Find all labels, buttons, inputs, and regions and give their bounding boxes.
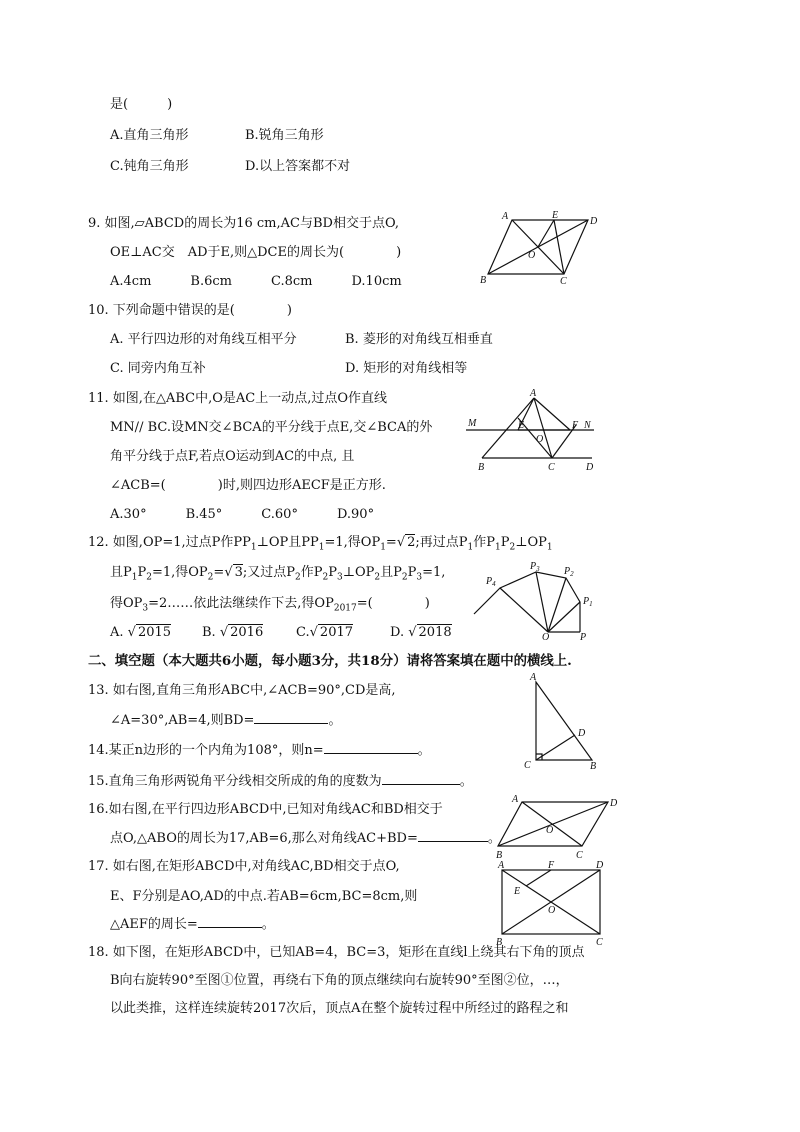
q17-label-d: D [596, 860, 604, 871]
q12-option-b: B. √ 2016 [202, 625, 264, 640]
q14-line: 14.某正n边形的一个内角为108°，则n= 。 [88, 743, 431, 758]
q16-answer-blank[interactable] [418, 841, 488, 842]
q11-label-f: F [572, 420, 579, 431]
q12-line-3: 得$OP_3=2\dots\dots$依此法继续作下去,得$OP_{2017}=$( ) [110, 596, 430, 614]
q17-label-f: F [548, 860, 555, 871]
q8-stem: 是( ) [110, 97, 173, 112]
q10-option-a: A. 平行四边形的对角线互相平分 [110, 332, 297, 347]
q11-side-ac [534, 398, 552, 458]
q12-option-d: D. √ 2018 [390, 625, 452, 640]
q13-triangle [536, 682, 592, 760]
q11-label-n: N [584, 420, 591, 431]
q12-figure [470, 560, 610, 644]
q17-label-a: A [498, 860, 505, 871]
q17-line-1: 17. 如右图,在矩形ABCD中,对角线AC,BD相交于点O, [88, 859, 400, 874]
q13-label-a: A [530, 672, 537, 683]
q9-figure [470, 210, 610, 294]
q12-option-a: A. √ 2015 [110, 625, 172, 640]
q12-line-1: 12. 如图,OP=1,过点P作$PP_1\perp OP$且$PP_1=1$,得$OP_1=√$ 2;再过点$P_1$作$P_1P_2\perp OP_1$ [88, 535, 553, 553]
q17-label-b: B [496, 937, 503, 948]
q9-label-b: B [480, 275, 487, 286]
q11-line-2: MN// BC.设MN交∠BCA的平分线于点E,交∠BCA的外 [110, 420, 433, 435]
q14-answer-blank[interactable] [324, 753, 418, 754]
q12-label-p3: $P_3$ [530, 561, 540, 573]
q17-line-3: △AEF的周长= 。 [110, 917, 275, 932]
q17-line-2: E、F分别是AO,AD的中点.若AB=6cm,BC=8cm,则 [110, 889, 418, 904]
q16-label-a: A [512, 794, 519, 805]
q11-label-a: A [530, 388, 537, 399]
q11-label-o: O [536, 434, 544, 445]
q18-line-3: 以此类推，这样连续旋转2017次后，顶点A在整个旋转过程中所经过的路程之和 [110, 1001, 569, 1016]
q9-label-d: D [590, 216, 598, 227]
q10-option-b: B. 菱形的对角线互相垂直 [345, 332, 493, 347]
q12-option-c: C.√ 2017 [296, 625, 354, 640]
q9-label-o: O [528, 250, 536, 261]
q10-option-c: C. 同旁内角互补 [110, 361, 206, 376]
q11-label-m: M [468, 418, 477, 429]
q8-option-c: C.钝角三角形 [110, 159, 189, 174]
q8-option-b: B.锐角三角形 [245, 128, 324, 143]
q9-label-a: A [502, 211, 509, 222]
q17-segment-ef [526, 870, 551, 886]
q12-line-2: 且$P_1P_2=1$,得$OP_2=√$ 3;又过点$P_2$作$P_2P_3\perp OP_2$且$P_2P_3=1$, [110, 565, 446, 583]
q11-options: A.30° B.45° C.60° D.90° [110, 507, 375, 522]
q16-label-o: O [546, 825, 554, 836]
q11-label-b: B [478, 462, 485, 473]
q15-line: 15.直角三角形两锐角平分线相交所成的角的度数为 。 [88, 774, 473, 789]
q12-sqrt-2: 2 [407, 535, 416, 550]
q9-options: A.4cm B.6cm C.8cm D.10cm [110, 274, 402, 289]
q12-label-o: O [542, 632, 550, 643]
q12-label-p1: $P_1$ [583, 596, 593, 608]
q12-label-p2: $P_2$ [564, 566, 574, 578]
q9-label-e: E [552, 210, 559, 221]
section-heading: 二、填空题（本大题共6小题，每小题3分，共18分）请将答案填在题中的横线上. [88, 653, 572, 669]
q16-diagonal-bd [498, 802, 608, 846]
q9-line-2: OE⊥AC交 AD于E,则△DCE的周长为( ) [110, 245, 402, 260]
q11-line-3: 角平分线于点F,若点O运动到AC的中点, 且 [110, 449, 355, 464]
q11-label-d: D [586, 462, 594, 473]
q8-option-a: A.直角三角形 [110, 128, 189, 143]
q11-label-c: C [548, 462, 555, 473]
q16-line-1: 16.如右图,在平行四边形ABCD中,已知对角线AC和BD相交于 [88, 802, 443, 817]
q12-label-p4: $P_4$ [486, 576, 496, 588]
q17-label-c: C [596, 937, 603, 948]
q17-label-e: E [514, 886, 521, 897]
q13-line-2: ∠A=30°,AB=4,则BD= 。 [110, 713, 342, 728]
q13-label-b: B [590, 761, 597, 772]
q13-label-c: C [524, 760, 531, 771]
q12-label-p: P [580, 632, 587, 643]
q13-answer-blank[interactable] [254, 723, 328, 724]
q16-figure [496, 792, 626, 868]
q16-line-2: 点O,△ABO的周长为17,AB=6,那么对角线AC+BD= 。 [110, 831, 501, 846]
q18-line-1: 18. 如下图，在矩形ABCD中，已知AB=4，BC=3，矩形在直线l上绕其右下角的顶点 [88, 945, 585, 960]
q16-label-b: B [496, 850, 503, 861]
q15-answer-blank[interactable] [382, 784, 460, 785]
q17-answer-blank[interactable] [198, 927, 262, 928]
q11-line-1: 11. 如图,在△ABC中,O是AC上一动点,过点O作直线 [88, 391, 387, 406]
q17-label-o: O [548, 905, 556, 916]
q10-line-1: 10. 下列命题中错误的是( ) [88, 303, 292, 318]
q11-label-e: E [518, 420, 525, 431]
q16-label-c: C [576, 850, 583, 861]
q13-line-1: 13. 如右图,直角三角形ABC中,∠ACB=90°,CD是高, [88, 683, 396, 698]
q8-option-d: D.以上答案都不对 [245, 159, 351, 174]
q10-option-d: D. 矩形的对角线相等 [345, 361, 468, 376]
q17-figure [496, 860, 616, 950]
q13-figure [520, 672, 610, 776]
q18-line-2: B向右旋转90°至图①位置，再绕右下角的顶点继续向右旋转90°至图②位，…， [110, 973, 569, 988]
q11-line-4: ∠ACB=( )时,则四边形AECF是正方形. [110, 478, 386, 493]
q12-sqrt-3: 3 [234, 565, 243, 580]
q13-label-d: D [578, 728, 586, 739]
q16-label-d: D [610, 798, 618, 809]
q9-line-1: 9. 如图,▱ABCD的周长为16 cm,AC与BD相交于点O, [88, 216, 399, 231]
q11-figure [466, 390, 606, 479]
q9-label-c: C [560, 276, 567, 287]
